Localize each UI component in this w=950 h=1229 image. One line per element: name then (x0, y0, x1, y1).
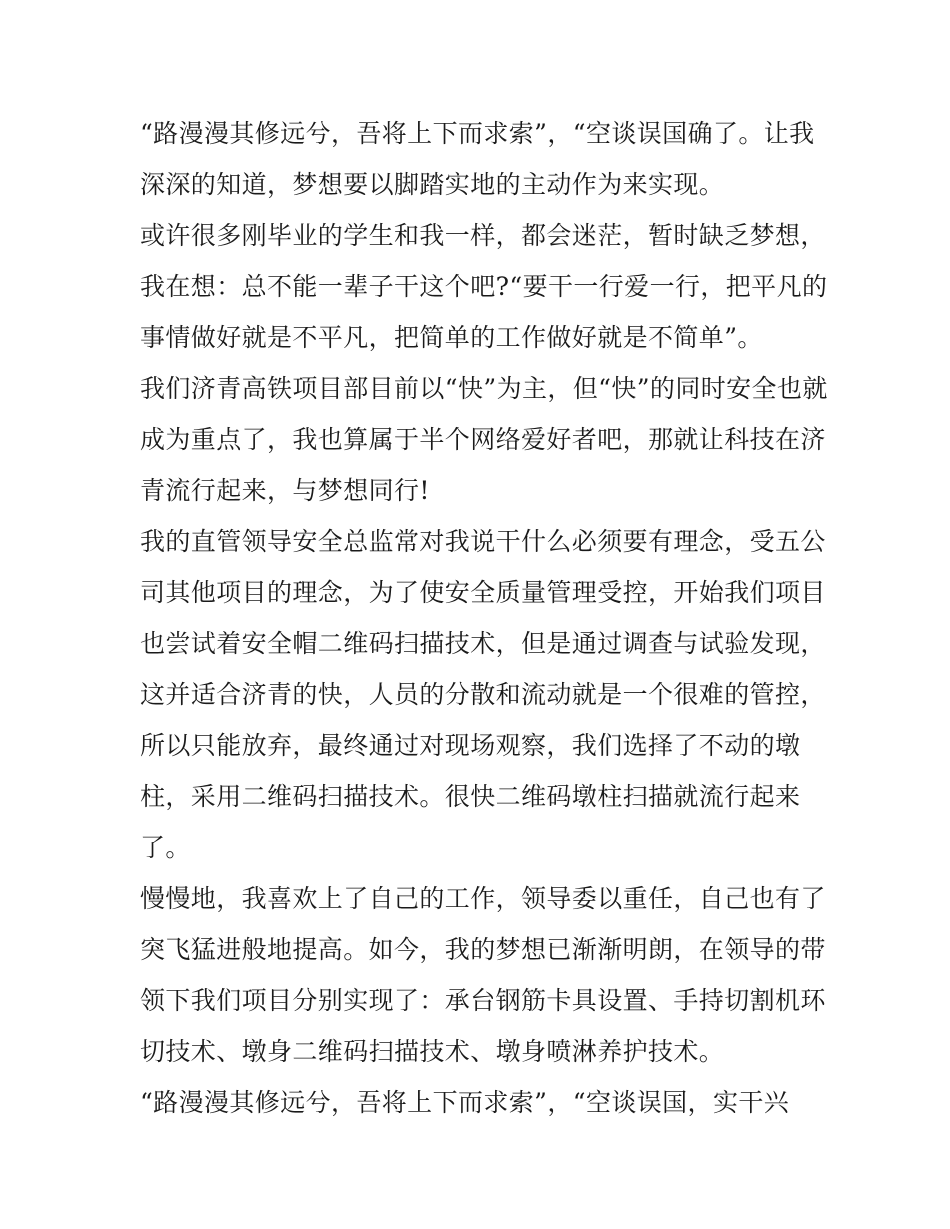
text-line: 青流行起来，与梦想同行! (140, 476, 430, 505)
text-line: 也尝试着安全帽二维码扫描技术，但是通过调查与试验发现， (140, 629, 826, 658)
text-line: 柱，采用二维码扫描技术。很快二维码墩柱扫描就流行起来 (140, 782, 801, 811)
text-line: 深深的知道，梦想要以脚踏实地的主动作为来实现。 (140, 170, 725, 199)
text-line: 这并适合济青的快，人员的分散和流动就是一个很难的管控， (140, 680, 826, 709)
text-line: 领下我们项目分别实现了：承台钢筋卡具设置、手持切割机环 (140, 986, 826, 1015)
text-line: 突飞猛进般地提高。如今，我的梦想已渐渐明朗，在领导的带 (140, 935, 826, 964)
text-line: 我在想：总不能一辈子干这个吧?“要干一行爱一行，把平凡的 (140, 272, 828, 301)
text-line: 或许很多刚毕业的学生和我一样，都会迷茫，暂时缺乏梦想， (140, 221, 826, 250)
text-line: 了。 (140, 833, 191, 862)
text-line: 所以只能放弃，最终通过对现场观察，我们选择了不动的墩 (140, 731, 801, 760)
text-line: 成为重点了，我也算属于半个网络爱好者吧，那就让科技在济 (140, 425, 826, 454)
text-line: 事情做好就是不平凡，把简单的工作做好就是不简单”。 (140, 323, 763, 352)
text-line: 我们济青高铁项目部目前以“快”为主，但“快”的同时安全也就 (140, 374, 828, 403)
text-line: 司其他项目的理念，为了使安全质量管理受控，开始我们项目 (140, 578, 826, 607)
document-body (140, 108, 828, 1128)
text-line: “路漫漫其修远兮，吾将上下而求索”，“空谈误国确了。让我 (140, 119, 815, 148)
text-line: 慢慢地，我喜欢上了自己的工作，领导委以重任，自己也有了 (140, 884, 826, 913)
text-line: 我的直管领导安全总监常对我说干什么必须要有理念，受五公 (140, 527, 826, 556)
text-line: “路漫漫其修远兮，吾将上下而求索”，“空谈误国，实干兴 (140, 1088, 790, 1117)
text-line: 切技术、墩身二维码扫描技术、墩身喷淋养护技术。 (140, 1037, 725, 1066)
